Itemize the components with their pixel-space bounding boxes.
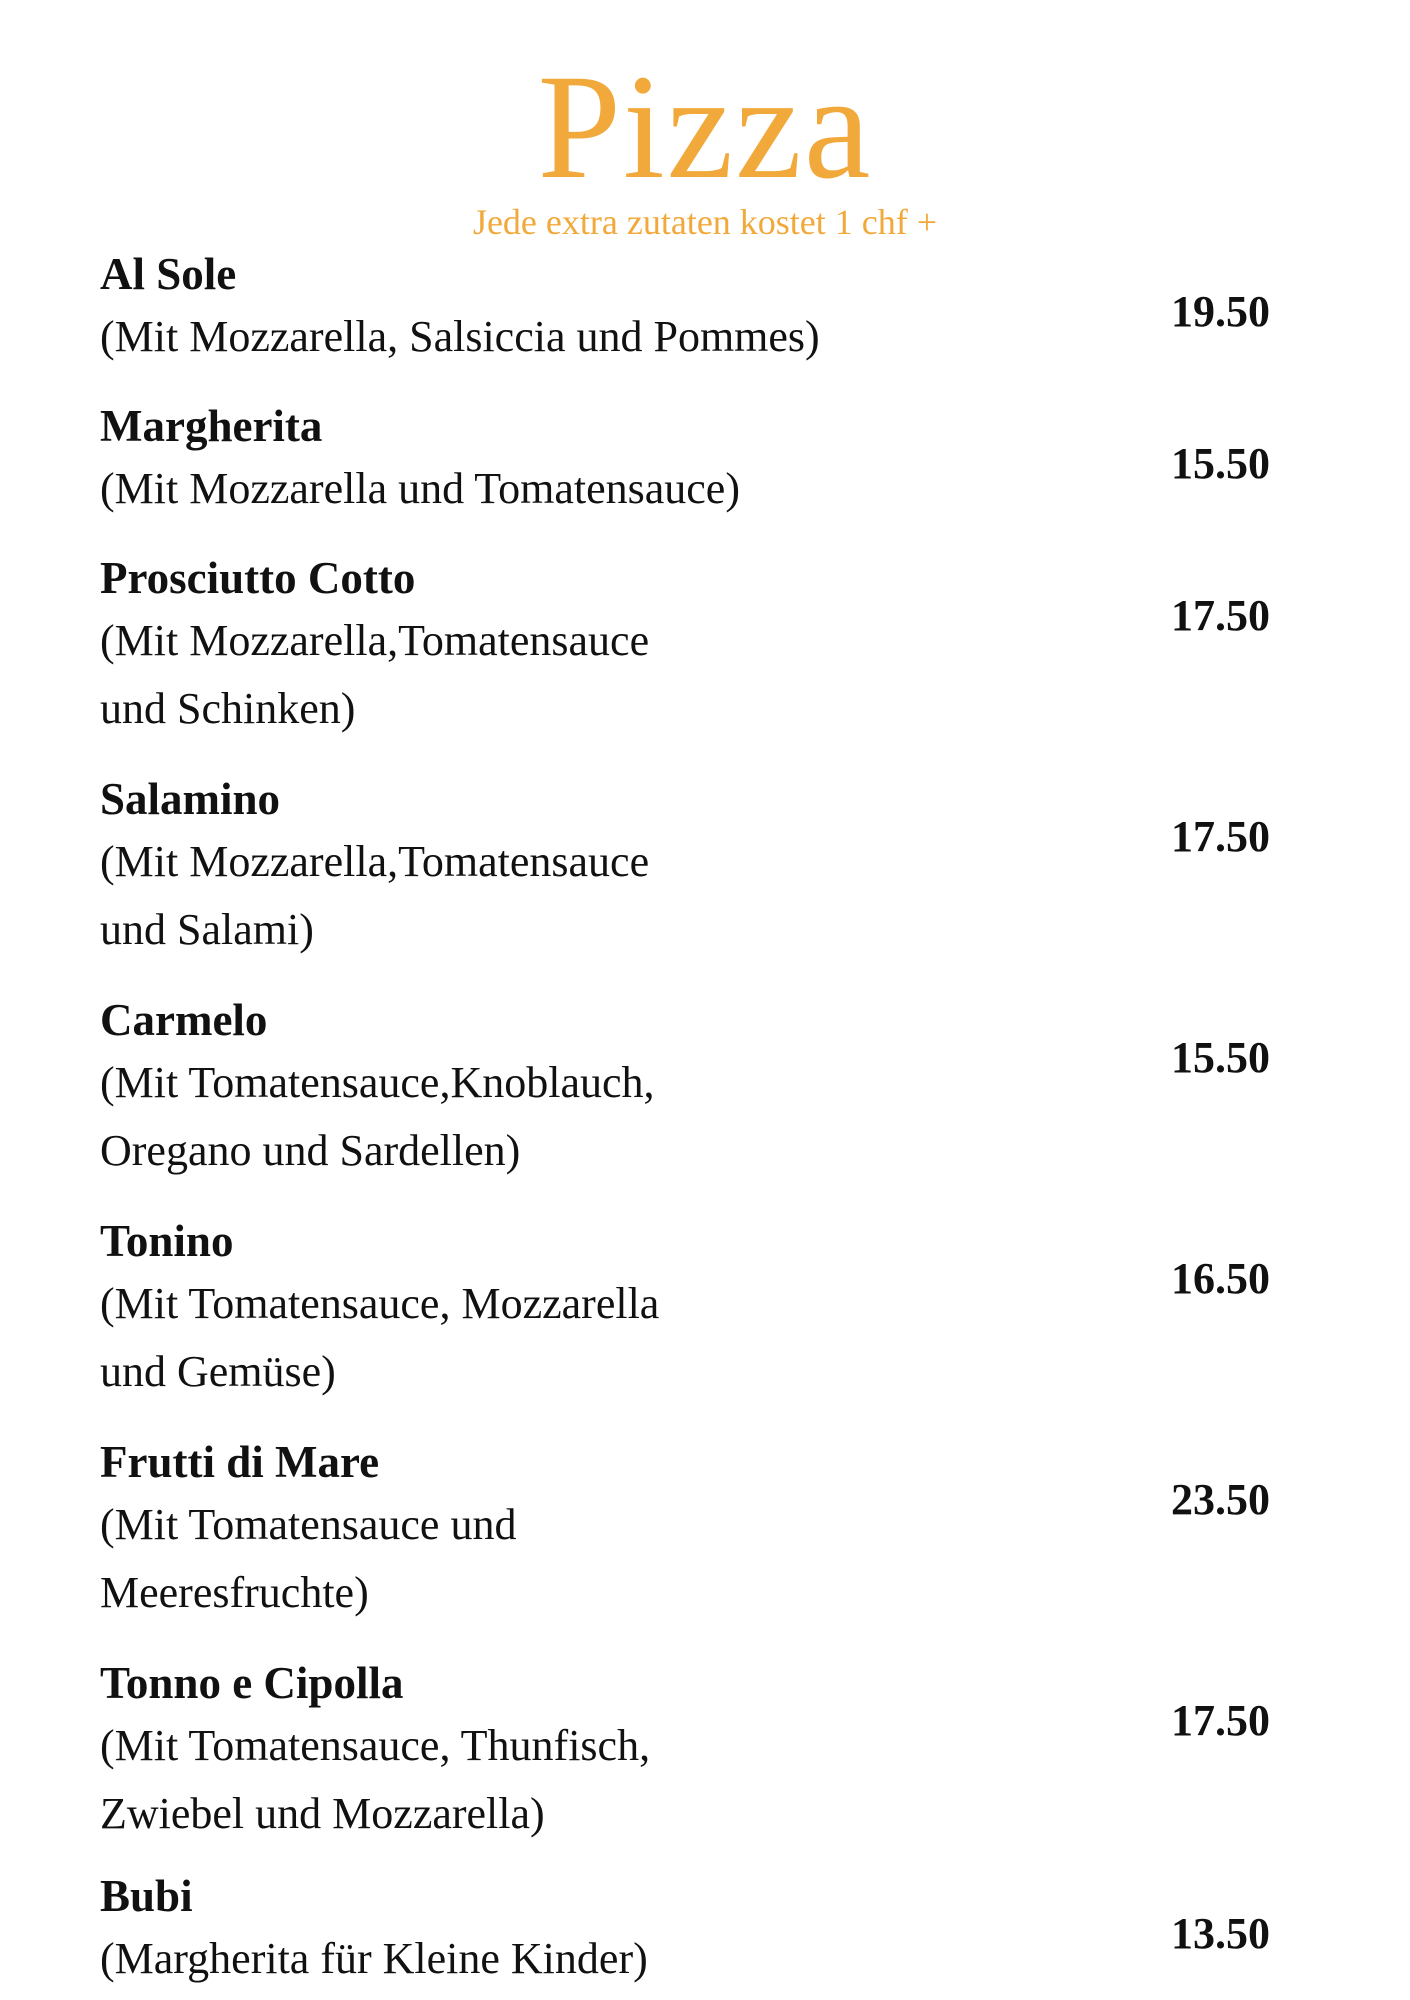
item-name: Salamino <box>100 774 281 824</box>
menu-item-salamino <box>100 770 1310 964</box>
item-price: 17.50 <box>1171 591 1270 640</box>
item-description: (Mit Tomatensauce, Mozzarella und Gemüse) <box>100 1279 660 1396</box>
menu-item-al-sole <box>100 245 1310 371</box>
item-name: Tonno e Cipolla <box>100 1658 404 1708</box>
item-price: 17.50 <box>1171 812 1270 861</box>
item-name: Tonino <box>100 1216 234 1266</box>
menu-item-tonno-e-cipolla <box>100 1654 1310 1848</box>
page-title: Pizza <box>537 44 873 210</box>
item-price: 17.50 <box>1171 1696 1270 1745</box>
item-description: (Mit Tomatensauce,Knoblauch, Oregano und Sardellen) <box>100 1058 655 1175</box>
menu-item-carmelo <box>100 991 1310 1185</box>
item-description: (Mit Mozzarella,Tomatensauce und Schinken) <box>100 616 650 733</box>
item-description: (Mit Tomatensauce, Thunfisch, Zwiebel und Mozzarella) <box>100 1721 651 1838</box>
item-name: Frutti di Mare <box>100 1437 380 1487</box>
page-subtitle: Jede extra zutaten kostet 1 chf + <box>472 202 938 242</box>
item-description: (Mit Mozzarella,Tomatensauce und Salami) <box>100 837 650 954</box>
item-price: 16.50 <box>1171 1254 1270 1303</box>
item-price: 23.50 <box>1171 1475 1270 1524</box>
item-price: 15.50 <box>1171 439 1270 488</box>
menu-item-margherita <box>100 397 1310 523</box>
item-name: Al Sole <box>100 249 237 299</box>
item-description: (Mit Mozzarella, Salsiccia und Pommes) <box>100 312 820 361</box>
menu-item-frutti-di-mare <box>100 1433 1310 1627</box>
item-price: 13.50 <box>1171 1909 1270 1958</box>
item-name: Margherita <box>100 401 323 451</box>
menu-item-prosciutto-cotto <box>100 549 1310 743</box>
item-description: (Mit Tomatensauce und Meeresfruchte) <box>100 1500 517 1617</box>
item-description: (Mit Mozzarella und Tomatensauce) <box>100 464 740 513</box>
item-description: (Margherita für Kleine Kinder) <box>100 1934 648 1983</box>
item-name: Prosciutto Cotto <box>100 553 416 603</box>
item-price: 15.50 <box>1171 1033 1270 1082</box>
menu-item-tonino <box>100 1212 1310 1406</box>
menu-item-bubi <box>100 1867 1310 1993</box>
item-name: Bubi <box>100 1871 193 1921</box>
item-name: Carmelo <box>100 995 268 1045</box>
item-price: 19.50 <box>1171 287 1270 336</box>
